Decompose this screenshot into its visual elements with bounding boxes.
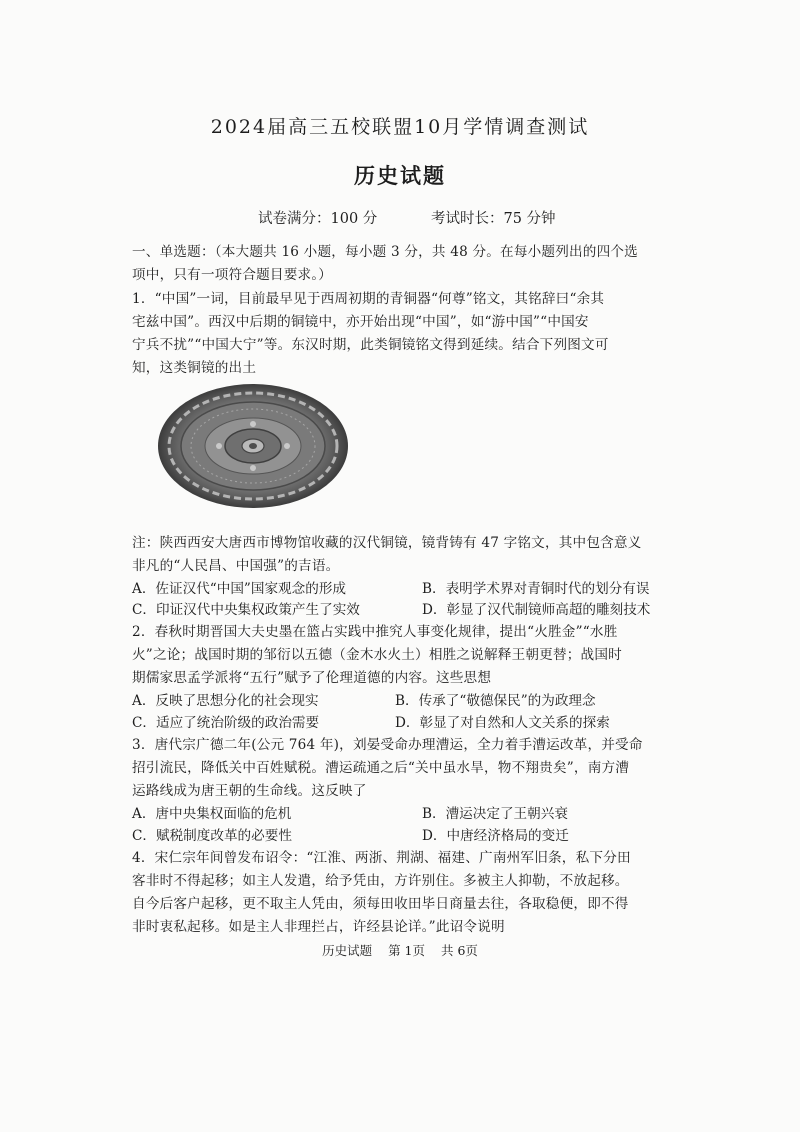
footer-subject: 历史试题 bbox=[322, 943, 373, 958]
q2-stem-line-1: 2．春秋时期晋国大夫史墨在篮占实践中推究人事变化规律，提出“火胜金”“水胜 bbox=[132, 624, 618, 640]
q3-option-a: A．唐中央集权面临的危机 bbox=[132, 806, 292, 822]
q3-option-d: D．中唐经济格局的变迁 bbox=[422, 828, 569, 844]
q1-option-d: D．彰显了汉代制镜师高超的雕刻技术 bbox=[422, 602, 651, 618]
q1-stem-line-2: 宅兹中国”。西汉中后期的铜镜中，亦开始出现“中国”，如“游中国”“中国安 bbox=[132, 314, 589, 330]
subject-title: 历史试题 bbox=[354, 163, 446, 188]
q2-option-d: D．彰显了对自然和人文关系的探索 bbox=[395, 715, 610, 731]
q1-note-line-1: 注：陕西西安大唐西市博物馆收藏的汉代铜镜，镜背铸有 47 字铭文，其中包含意义 bbox=[132, 535, 642, 551]
section-instruction-line-1: 一、单选题：（本大题共 16 小题，每小题 3 分，共 48 分。在每小题列出的四个选 bbox=[132, 244, 638, 260]
q4-stem-line-1: 4．宋仁宗年间曾发布诏令：“江淮、两浙、荆湖、福建、广南州军旧条，私下分田 bbox=[132, 850, 631, 866]
page-footer bbox=[0, 941, 800, 959]
bronze-mirror-image bbox=[157, 383, 349, 509]
q1-stem-line-3: 宁兵不扰”“中国大宁”等。东汉时期，此类铜镜铭文得到延续。结合下列图文可 bbox=[132, 337, 609, 353]
q1-option-b: B．表明学术界对青铜时代的划分有误 bbox=[422, 581, 650, 597]
q1-note-line-2: 非凡的“人民昌、中国强”的吉语。 bbox=[132, 558, 340, 574]
full-score: 试卷满分：100 分 bbox=[258, 211, 378, 227]
q1-stem-line-1: 1．“中国”一词，目前最早见于西周初期的青铜器“何尊”铭文，其铭辞曰“余其 bbox=[132, 291, 605, 307]
exam-title: 2024届高三五校联盟10月学情调查测试 bbox=[210, 116, 590, 138]
q4-stem-line-3: 自今后客户起移，更不取主人凭由，须每田收田毕日商量去往，各取稳便，即不得 bbox=[132, 896, 629, 912]
footer-total-pages: 共 6页 bbox=[440, 943, 478, 958]
q2-option-b: B．传承了“敬德保民”的为政理念 bbox=[395, 693, 596, 709]
q1-option-a: A．佐证汉代“中国”国家观念的形成 bbox=[132, 581, 347, 597]
q2-stem-line-2: 火”之论；战国时期的邹衍以五德（金木水火土）相胜之说解释王朝更替；战国时 bbox=[132, 647, 622, 663]
q1-stem-line-4: 知，这类铜镜的出土 bbox=[132, 360, 257, 376]
footer-page-number: 第 1页 bbox=[388, 943, 425, 958]
section-instruction-line-2: 项中，只有一项符合题目要求。） bbox=[132, 267, 333, 283]
q2-option-a: A．反映了思想分化的社会现实 bbox=[132, 693, 319, 709]
q3-stem-line-2: 招引流民，降低关中百姓赋税。漕运疏通之后“关中虽水旱，物不翔贵矣”，南方漕 bbox=[132, 760, 630, 776]
q1-option-c: C．印证汉代中央集权政策产生了实效 bbox=[132, 602, 360, 618]
q4-stem-line-2: 客非时不得起移；如主人发遣，给予凭由，方许别住。多被主人抑勒，不放起移。 bbox=[132, 873, 629, 889]
q3-stem-line-3: 运路线成为唐王朝的生命线。这反映了 bbox=[132, 783, 367, 799]
q2-stem-line-3: 期儒家思孟学派将“五行”赋予了伦理道德的内容。这些思想 bbox=[132, 670, 492, 686]
exam-duration: 考试时长：75 分钟 bbox=[431, 211, 556, 227]
q3-option-b: B．漕运决定了王朝兴衰 bbox=[422, 806, 568, 822]
q3-option-c: C．赋税制度改革的必要性 bbox=[132, 828, 292, 844]
q3-stem-line-1: 3．唐代宗广德二年(公元 764 年)，刘晏受命办理漕运，全力着手漕运改革，并受命 bbox=[132, 737, 643, 753]
q2-option-c: C．适应了统治阶级的政治需要 bbox=[132, 715, 320, 731]
q4-stem-line-4: 非时衷私起移。如是主人非理拦占，许经县论详。”此诏令说明 bbox=[132, 919, 505, 935]
